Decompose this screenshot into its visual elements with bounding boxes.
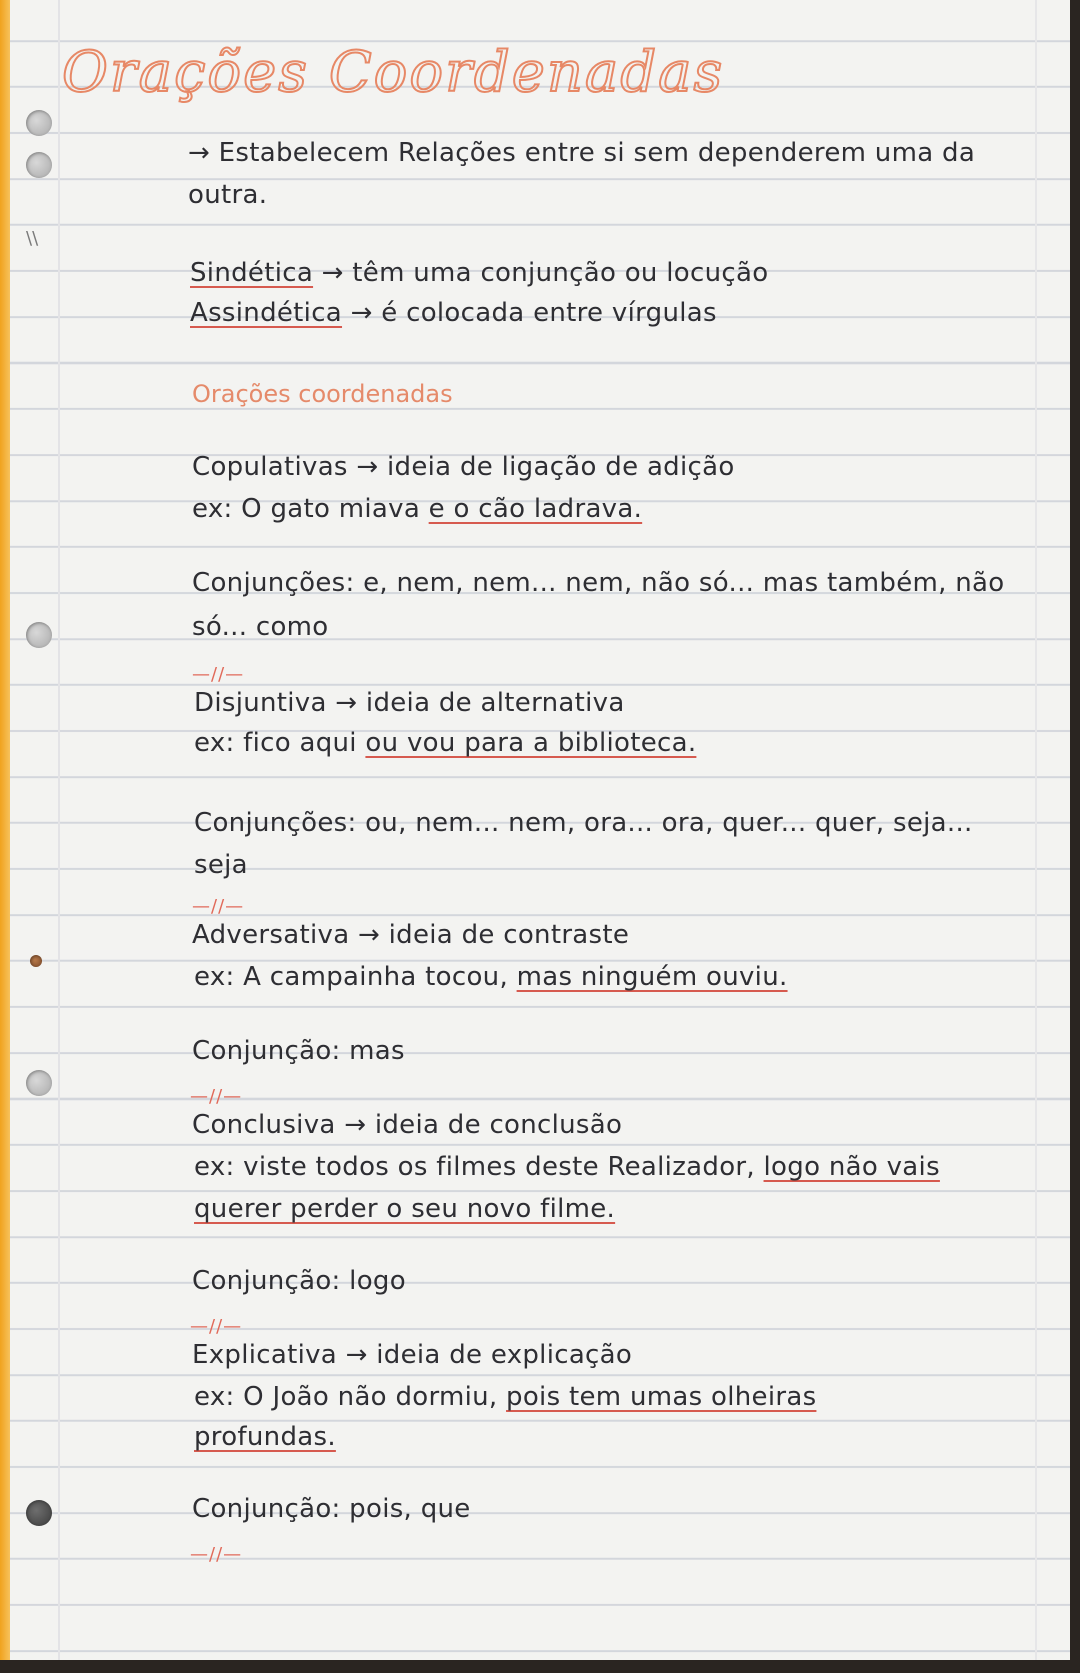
section-subtitle: Orações coordenadas (192, 380, 453, 408)
separator: —//— (190, 1086, 243, 1107)
margin-line (58, 0, 60, 1660)
conclusiva-example-underlined: logo não vais (763, 1152, 940, 1182)
copulativas-heading: Copulativas → ideia de ligação de adição (192, 452, 735, 482)
binder-hole (26, 1070, 52, 1096)
explicativa-example-continuation: profundas. (194, 1422, 336, 1452)
disjuntiva-conjunctions-1: Conjunções: ou, nem... nem, ora... ora, quer... quer, seja... (194, 808, 973, 838)
right-margin-line (1035, 0, 1037, 1660)
sindetica-term: Sindética (190, 258, 314, 288)
intro-line-2: outra. (188, 180, 268, 210)
binder-hole (26, 110, 52, 136)
notebook-orange-edge (0, 0, 10, 1673)
explicativa-example (194, 1382, 816, 1412)
adversativa-example-underlined: mas ninguém ouviu. (516, 962, 788, 992)
conclusiva-example-continuation: querer perder o seu novo filme. (194, 1194, 616, 1224)
binder-hole (26, 1500, 52, 1526)
separator: —//— (192, 896, 245, 917)
separator: —//— (192, 664, 245, 685)
copulativas-conjunctions-2: só... como (192, 612, 329, 642)
explicativa-heading: Explicativa → ideia de explicação (192, 1340, 633, 1370)
copulativas-example (192, 494, 642, 524)
separator: —//— (190, 1316, 243, 1337)
binder-hole (26, 622, 52, 648)
sindetica-definition (190, 258, 768, 288)
conclusiva-example-line-2 (194, 1194, 615, 1224)
disjuntiva-example (194, 728, 696, 758)
copulativas-example-text: ex: O gato miava (192, 494, 429, 524)
pencil-mark-icon: \\ (26, 228, 39, 249)
conclusiva-example (194, 1152, 940, 1182)
disjuntiva-conjunctions-2: seja (194, 850, 248, 880)
explicativa-conjunction: Conjunção: pois, que (192, 1494, 471, 1524)
conclusiva-example-text: ex: viste todos os filmes deste Realizador, (194, 1152, 764, 1182)
assindetica-text: → é colocada entre vírgulas (342, 298, 717, 328)
assindetica-definition (190, 298, 717, 328)
copulativas-example-underlined: e o cão ladrava. (428, 494, 643, 524)
adversativa-conjunction: Conjunção: mas (192, 1036, 405, 1066)
page-title: Orações Coordenadas (62, 40, 725, 105)
adversativa-heading: Adversativa → ideia de contraste (192, 920, 630, 950)
background-surface (0, 1660, 1080, 1673)
conclusiva-conjunction: Conjunção: logo (192, 1266, 406, 1296)
separator: —//— (190, 1544, 243, 1565)
explicativa-example-text: ex: O João não dormiu, (194, 1382, 507, 1412)
disjuntiva-heading: Disjuntiva → ideia de alternativa (194, 688, 625, 718)
adversativa-example-text: ex: A campainha tocou, (194, 962, 517, 992)
disjuntiva-example-text: ex: fico aqui (194, 728, 366, 758)
binder-hole (26, 152, 52, 178)
copulativas-conjunctions-1: Conjunções: e, nem, nem... nem, não só... mas também, não (192, 568, 1005, 598)
assindetica-term: Assindética (190, 298, 343, 328)
disjuntiva-example-underlined: ou vou para a biblioteca. (365, 728, 697, 758)
adversativa-example (194, 962, 788, 992)
intro-line-1: → Estabelecem Relações entre si sem dependerem uma da (188, 138, 976, 168)
sindetica-text: → têm uma conjunção ou locução (313, 258, 769, 288)
explicativa-example-line-2 (194, 1422, 336, 1452)
explicativa-example-underlined: pois tem umas olheiras (506, 1382, 817, 1412)
conclusiva-heading: Conclusiva → ideia de conclusão (192, 1110, 623, 1140)
binder-hole-small (30, 955, 42, 967)
